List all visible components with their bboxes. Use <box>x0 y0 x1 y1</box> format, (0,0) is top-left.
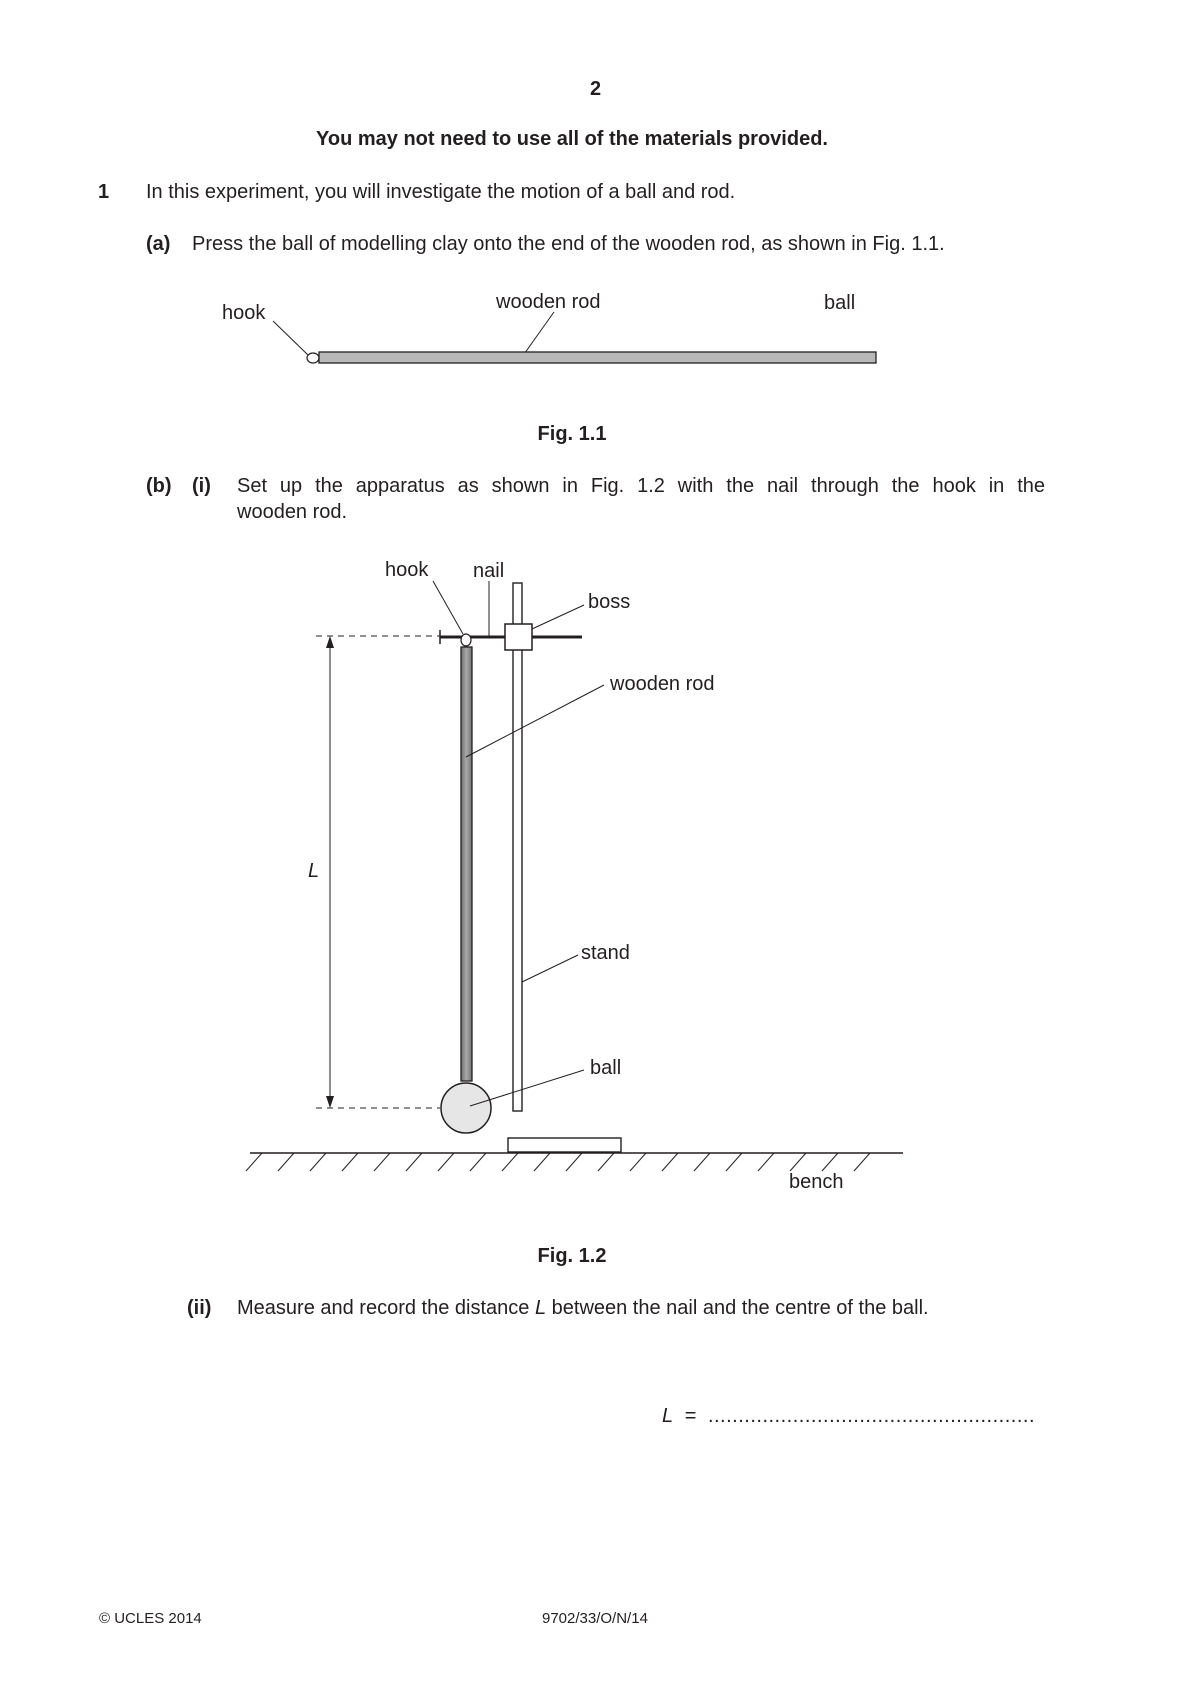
fig2-hook-label: hook <box>385 559 429 581</box>
bench-hatch-line <box>726 1153 742 1171</box>
question-number: 1 <box>98 181 110 203</box>
bench-hatch-line <box>310 1153 326 1171</box>
bench-hatch-line <box>630 1153 646 1171</box>
part-a-text: Press the ball of modelling clay onto the end of the wooden rod, as shown in Fig. 1.1. <box>192 233 945 255</box>
instruction-heading: You may not need to use all of the materials provided. <box>316 128 828 150</box>
fig1-ball-label: ball <box>824 292 856 314</box>
footer-copyright: © UCLES 2014 <box>99 1610 202 1627</box>
fig2-hook <box>461 634 471 646</box>
fig2-boss-leader <box>532 605 584 629</box>
fig2-stand-leader <box>522 955 578 982</box>
part-a-label: (a) <box>146 233 171 255</box>
bench-hatch-line <box>246 1153 262 1171</box>
part-b-i-text-line2: wooden rod. <box>237 501 348 523</box>
bench-hatch-line <box>694 1153 710 1171</box>
fig2-wooden-rod-label: wooden rod <box>610 673 715 695</box>
bench-hatch-line <box>406 1153 422 1171</box>
fig1-hook-label: hook <box>222 302 266 324</box>
bench-hatch-line <box>790 1153 806 1171</box>
fig1-hook <box>307 353 319 363</box>
fig2-hook-leader <box>433 581 463 634</box>
fig2-stand <box>513 583 522 1111</box>
page-number: 2 <box>589 78 602 100</box>
bench-hatch-line <box>534 1153 550 1171</box>
bench-hatch-line <box>758 1153 774 1171</box>
fig1-hook-leader <box>273 321 308 355</box>
answer-var: L <box>662 1405 674 1427</box>
part-b-ii-var: L <box>534 1297 547 1319</box>
bench-hatch-line <box>374 1153 390 1171</box>
bench-hatch-line <box>854 1153 870 1171</box>
figure-1-1 <box>0 270 1191 380</box>
part-b-ii-text <box>237 1297 929 1320</box>
part-b-i-text-line1: Set up the apparatus as shown in Fig. 1.2 with the nail through the hook in the <box>237 475 1045 497</box>
fig2-bench-hatching <box>246 1153 870 1171</box>
part-b-ii-text-pre: Measure and record the distance <box>237 1297 535 1319</box>
bench-hatch-line <box>566 1153 582 1171</box>
fig2-rod-leader <box>466 685 604 757</box>
bench-hatch-line <box>662 1153 678 1171</box>
fig2-ball <box>441 1083 491 1133</box>
bench-hatch-line <box>502 1153 518 1171</box>
fig1-caption: Fig. 1.1 <box>537 423 607 445</box>
fig1-rod-leader <box>522 312 554 357</box>
bench-hatch-line <box>598 1153 614 1171</box>
part-b-ii-label: (ii) <box>187 1297 212 1319</box>
fig2-stand-label: stand <box>581 942 630 964</box>
fig2-nail-label: nail <box>473 560 505 582</box>
footer-code: 9702/33/O/N/14 <box>542 1610 648 1627</box>
answer-line <box>662 1405 1035 1428</box>
bench-hatch-line <box>470 1153 486 1171</box>
fig2-bench-label: bench <box>789 1171 844 1193</box>
answer-dots[interactable]: ...................................................... <box>707 1405 1035 1427</box>
fig1-wooden-rod <box>319 352 876 363</box>
bench-hatch-line <box>278 1153 294 1171</box>
fig2-boss <box>505 624 532 650</box>
fig2-boss-label: boss <box>588 591 631 613</box>
question-intro: In this experiment, you will investigate the motion of a ball and rod. <box>146 181 736 203</box>
fig2-stand-base <box>508 1138 621 1152</box>
fig2-wooden-rod <box>461 647 472 1081</box>
bench-hatch-line <box>822 1153 838 1171</box>
fig2-ball-leader <box>470 1070 584 1106</box>
fig2-L-arrow-top <box>326 636 334 648</box>
part-b-label: (b) <box>146 475 172 497</box>
fig2-caption: Fig. 1.2 <box>537 1245 607 1267</box>
fig1-wooden-rod-label: wooden rod <box>496 291 601 313</box>
bench-hatch-line <box>438 1153 454 1171</box>
fig2-L-arrow-bottom <box>326 1096 334 1108</box>
answer-equals: = <box>684 1405 697 1427</box>
bench-hatch-line <box>342 1153 358 1171</box>
fig2-L-label: L <box>308 860 320 882</box>
part-b-i-label: (i) <box>192 475 211 497</box>
figure-1-2 <box>0 540 1191 1220</box>
fig2-ball-label: ball <box>590 1057 622 1079</box>
part-b-ii-text-post: between the nail and the centre of the ball. <box>546 1297 929 1319</box>
